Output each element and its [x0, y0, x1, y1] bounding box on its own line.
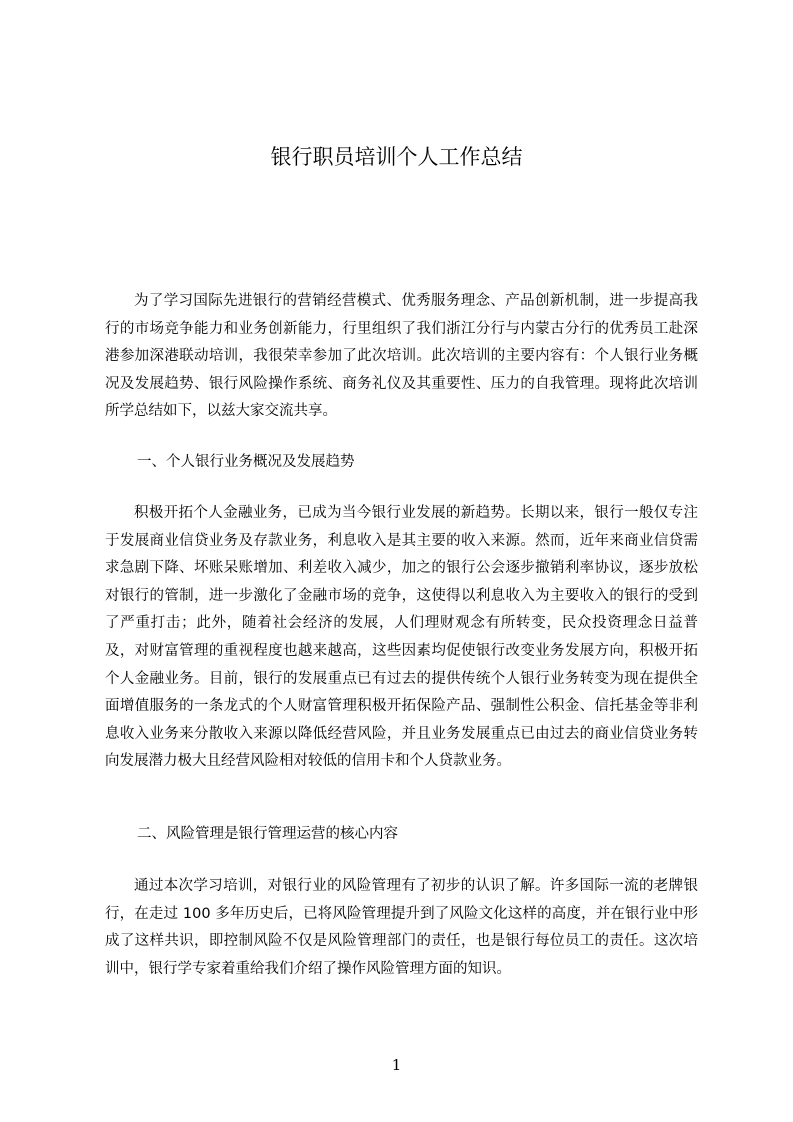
page-number: 1: [391, 1056, 402, 1074]
document-title: 银行职员培训个人工作总结: [270, 145, 523, 169]
intro-paragraph: 为了学习国际先进银行的营销经营模式、优秀服务理念、产品创新机制，进一步提高我行的市场竞争能力和业务创新能力，行里组织了我们浙江分行与内蒙古分行的优秀员工赴深港参加深港联动培训，我很荣幸参加了此次培训。此次培训的主要内容有：个人银行业务概况及发展趋势、银行风险操作系统、商务礼仪及其重要性、压力的自我管理。现将此次培训所学总结如下，以兹大家交流共享。: [105, 293, 698, 420]
risk-management-paragraph: 通过本次学习培训，对银行业的风险管理有了初步的认识了解。许多国际一流的老牌银行，在走过 100 多年历史后，已将风险管理提升到了风险文化这样的高度，并在银行业中形成了这样共识，即控制风险不仅是风险管理部门的责任，也是银行每位员工的责任。这次培训中，银行学专家着重给我们介绍了操作风险管理方面的知识。: [105, 878, 698, 977]
section-heading-personal-banking: 一、个人银行业务概况及发展趋势: [137, 454, 355, 470]
section-heading-risk-management: 二、风险管理是银行管理运营的核心内容: [137, 826, 398, 842]
personal-banking-paragraph: 积极开拓个人金融业务，已成为当今银行业发展的新趋势。长期以来，银行一般仅专注于发展商业信贷业务及存款业务，利息收入是其主要的收入来源。然而，近年来商业信贷需求急剧下降、坏账呆账增加、利差收入减少，加之的银行公会逐步撤销利率协议，逐步放松对银行的管制，进一步激化了金融市场的竞争，这使得以利息收入为主要收入的银行的受到了严重打击；此外，随着社会经济的发展，人们理财观念有所转变，民众投资理念日益普及，对财富管理的重视程度也越来越高，这些因素均促使银行改变业务发展方向，积极开拓个人金融业务。目前，银行的发展重点已有过去的提供传统个人银行业务转变为现在提供全面增值服务的一条龙式的个人财富管理积极开拓保险产品、强制性公积金、信托基金等非利息收入业务来分散收入来源以降低经营风险，并且业务发展重点已由过去的商业信贷业务转向发展潜力极大且经营风险相对较低的信用卡和个人贷款业务。: [105, 505, 698, 770]
